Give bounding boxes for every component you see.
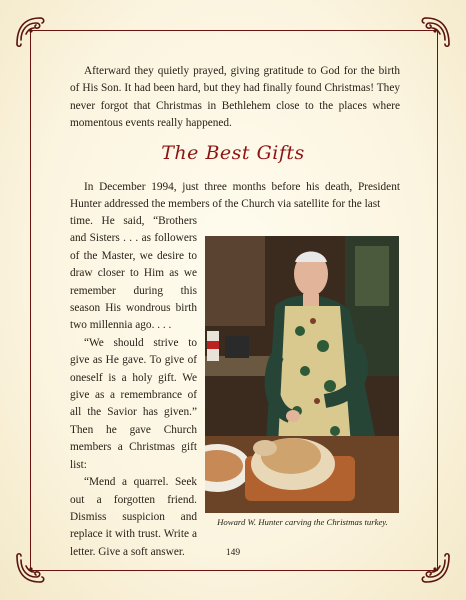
intro-paragraph: Afterward they quietly prayed, giving gratitude to God for the birth of His Son. It had been hard, but they had finally found Christmas! They never forgot that Christmas in Bethlehem close to the places where momentous events really happened. [70, 65, 400, 130]
corner-ornament-icon [418, 14, 452, 48]
page-number: 149 [225, 548, 241, 558]
opening-paragraph: In December 1994, just three months before his death, President Hunter addressed the members of the Church via satellite for the last [70, 181, 400, 211]
column-paragraph: “We should strive to give as He gave. To give of oneself is a holy gift. We give as a remembrance of all the Savior has given.” Then he gave Church members a Christmas gift list: [70, 336, 197, 471]
column-paragraph: time. He said, “Brothers and Sisters . . . as followers of the Master, we desire to draw closer to Him as we remember during this season His wondrous birth two millennia ago. . . . [70, 215, 197, 332]
column-paragraph: “Mend a quarrel. Seek out a forgotten friend. Dismiss suspicion and replace it with trust. Write a letter. Give a soft answer. [70, 476, 197, 558]
hunter-carving-turkey-photo [205, 236, 399, 513]
section-heading: The Best Gifts [161, 142, 305, 164]
photo-caption: Howard W. Hunter carving the Christmas turkey. [217, 517, 388, 527]
corner-ornament-icon [14, 14, 48, 48]
text-column [70, 213, 197, 561]
